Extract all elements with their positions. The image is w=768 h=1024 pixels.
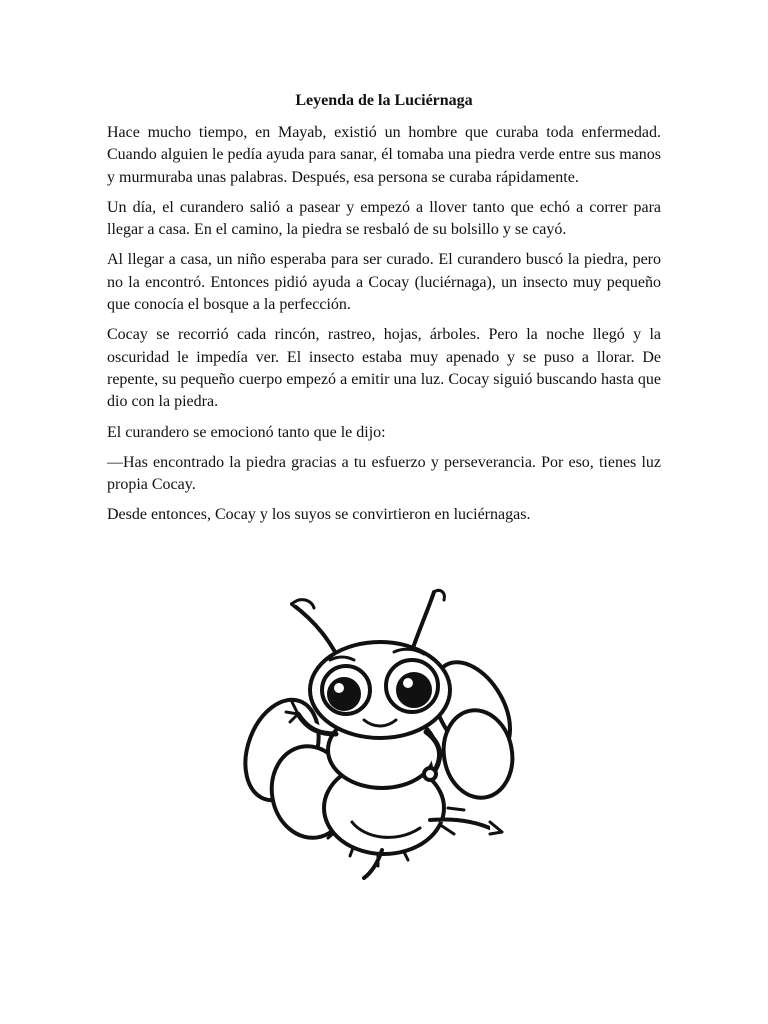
paragraph-4: Cocay se recorrió cada rincón, rastreo, hojas, árboles. Pero la noche llegó y la oscuridad le impedía ver. El insecto estaba muy apenado y se puso a llorar. De repente, su pequeño cuerpo empezó a emitir una luz. Cocay siguió buscando hasta que dio con la piedra. [107,326,661,411]
paragraph-6: —Has encontrado la piedra gracias a tu esfuerzo y perseverancia. Por eso, tienes luz propia Cocay. [107,453,661,494]
document-title: Leyenda de la Luciérnaga [295,92,473,109]
paragraph-3: Al llegar a casa, un niño esperaba para ser curado. El curandero buscó la piedra, pero no la encontró. Entonces pidió ayuda a Cocay (luciérnaga), un insecto muy pequeño que conocía el bosque a la perfección. [107,251,661,314]
paragraph-7: Desde entonces, Cocay y los suyos se convirtieron en luciérnagas. [107,506,531,524]
document-page [107,90,661,535]
firefly-illustration [232,582,536,886]
firefly-cartoon-icon [232,582,536,886]
paragraph-2: Un día, el curandero salió a pasear y empezó a llover tanto que echó a correr para llegar a casa. En el camino, la piedra se resbaló de su bolsillo y se cayó. [107,198,661,239]
paragraph-5: El curandero se emocionó tanto que le dijo: [107,423,386,441]
paragraph-1: Hace mucho tiempo, en Mayab, existió un hombre que curaba toda enfermedad. Cuando alguien le pedía ayuda para sanar, él tomaba una piedra verde entre sus manos y murmuraba unas palabras. Después, esa persona se curaba rápidamente. [107,124,661,186]
